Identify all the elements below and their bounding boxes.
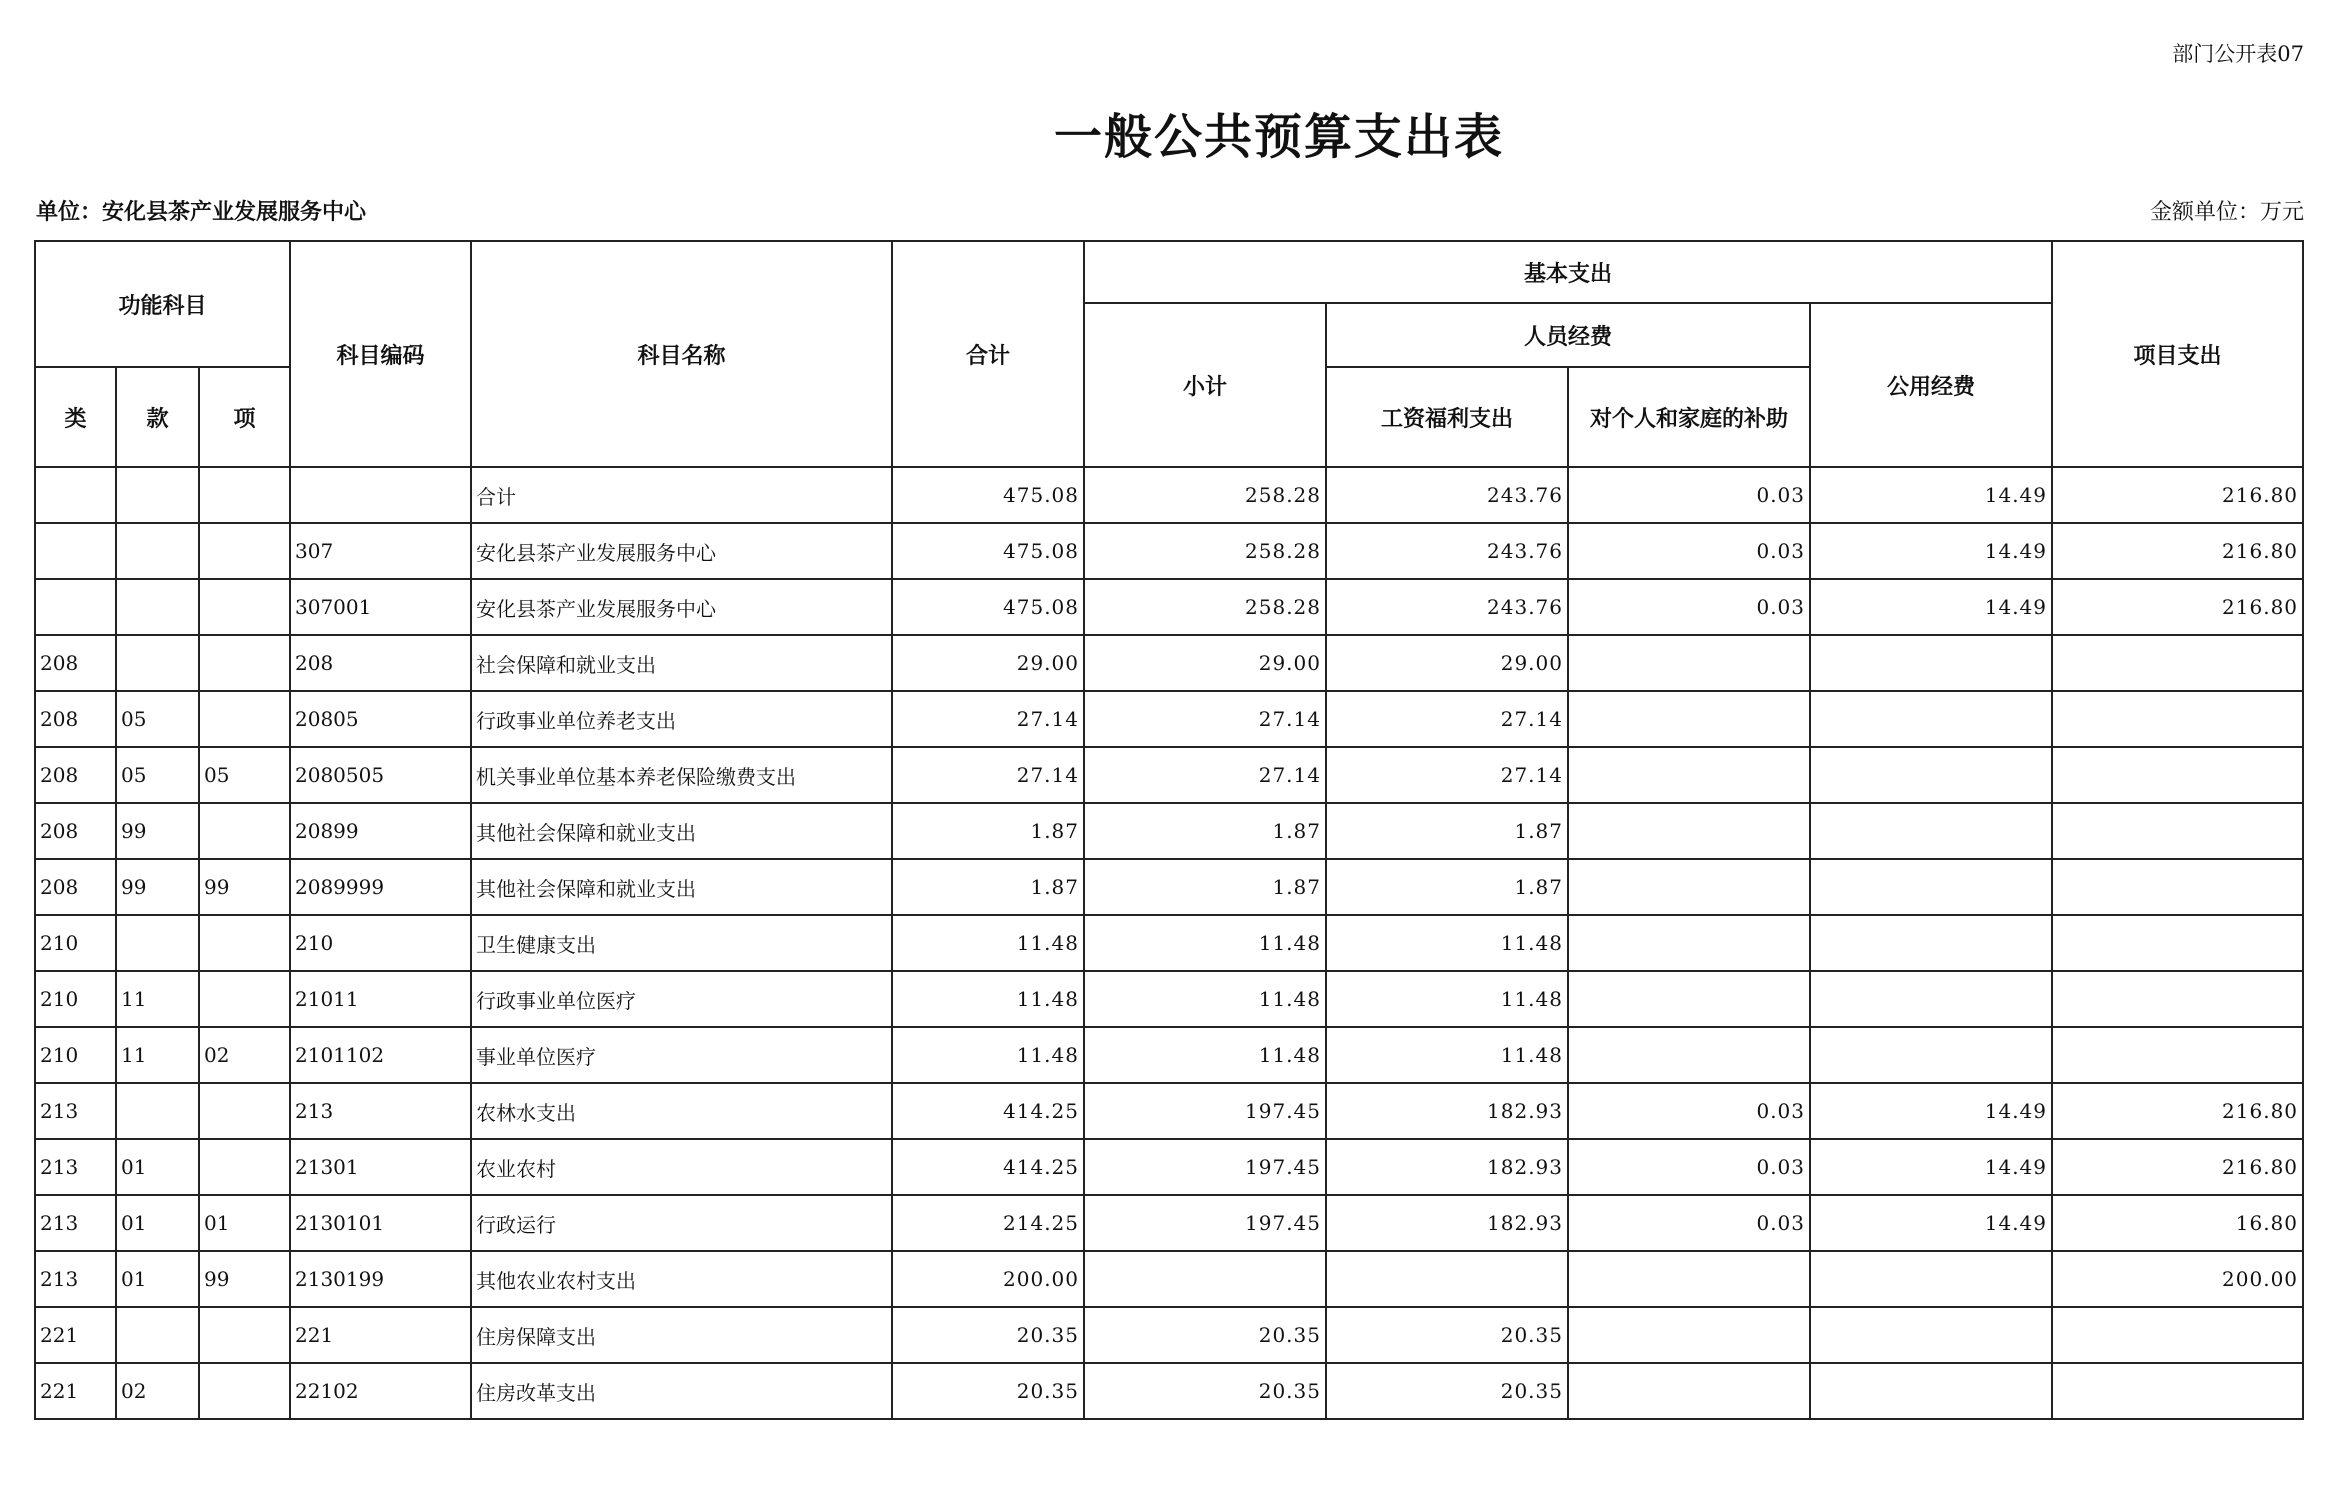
cell-kuan xyxy=(116,915,199,971)
cell-total: 414.25 xyxy=(892,1083,1084,1139)
cell-xiang: 05 xyxy=(199,747,290,803)
cell-wage: 243.76 xyxy=(1326,467,1568,523)
cell-code: 208 xyxy=(290,635,471,691)
cell-code: 213 xyxy=(290,1083,471,1139)
cell-subtotal xyxy=(1084,1251,1326,1307)
cell-public xyxy=(1810,1027,2052,1083)
cell-kuan xyxy=(116,523,199,579)
table-row xyxy=(35,1139,2303,1195)
currency-unit-label: 金额单位：万元 xyxy=(2149,200,2304,225)
table-header xyxy=(35,241,2303,467)
cell-code: 307 xyxy=(290,523,471,579)
cell-kuan: 01 xyxy=(116,1251,199,1307)
cell-lei: 210 xyxy=(35,971,116,1027)
cell-lei: 208 xyxy=(35,859,116,915)
cell-xiang xyxy=(199,1307,290,1363)
cell-name: 其他社会保障和就业支出 xyxy=(471,803,892,859)
cell-lei: 208 xyxy=(35,691,116,747)
cell-public: 14.49 xyxy=(1810,467,2052,523)
cell-project xyxy=(2052,915,2303,971)
cell-subsidy: 0.03 xyxy=(1568,579,1810,635)
cell-total: 214.25 xyxy=(892,1195,1084,1251)
cell-subsidy xyxy=(1568,691,1810,747)
cell-total: 475.08 xyxy=(892,579,1084,635)
cell-project xyxy=(2052,1307,2303,1363)
table-row xyxy=(35,1251,2303,1307)
cell-wage: 20.35 xyxy=(1326,1363,1568,1419)
table-row xyxy=(35,1027,2303,1083)
cell-code: 21011 xyxy=(290,971,471,1027)
cell-subtotal: 29.00 xyxy=(1084,635,1326,691)
cell-subsidy xyxy=(1568,915,1810,971)
cell-public xyxy=(1810,971,2052,1027)
cell-subsidy xyxy=(1568,859,1810,915)
cell-code: 22102 xyxy=(290,1363,471,1419)
cell-code: 21301 xyxy=(290,1139,471,1195)
cell-wage: 243.76 xyxy=(1326,579,1568,635)
cell-subsidy: 0.03 xyxy=(1568,467,1810,523)
cell-kuan: 05 xyxy=(116,691,199,747)
cell-subtotal: 11.48 xyxy=(1084,1027,1326,1083)
cell-xiang: 02 xyxy=(199,1027,290,1083)
table-row xyxy=(35,803,2303,859)
cell-name: 卫生健康支出 xyxy=(471,915,892,971)
cell-code: 2130199 xyxy=(290,1251,471,1307)
cell-xiang: 99 xyxy=(199,859,290,915)
header-basic: 基本支出 xyxy=(1084,241,2052,303)
cell-code: 20899 xyxy=(290,803,471,859)
header-name: 科目名称 xyxy=(471,241,892,467)
cell-public xyxy=(1810,915,2052,971)
cell-xiang xyxy=(199,635,290,691)
cell-code: 2101102 xyxy=(290,1027,471,1083)
cell-xiang xyxy=(199,691,290,747)
cell-public: 14.49 xyxy=(1810,1083,2052,1139)
cell-lei: 213 xyxy=(35,1083,116,1139)
table-row xyxy=(35,747,2303,803)
table-row xyxy=(35,579,2303,635)
cell-name: 行政事业单位医疗 xyxy=(471,971,892,1027)
table-row xyxy=(35,523,2303,579)
cell-kuan: 05 xyxy=(116,747,199,803)
cell-public xyxy=(1810,859,2052,915)
cell-project xyxy=(2052,691,2303,747)
cell-name: 农业农村 xyxy=(471,1139,892,1195)
cell-wage: 11.48 xyxy=(1326,971,1568,1027)
cell-subsidy xyxy=(1568,1363,1810,1419)
cell-total: 11.48 xyxy=(892,1027,1084,1083)
table-row xyxy=(35,971,2303,1027)
header-kuan: 款 xyxy=(116,367,199,467)
cell-project xyxy=(2052,859,2303,915)
table-row xyxy=(35,1363,2303,1419)
header-project: 项目支出 xyxy=(2052,241,2303,467)
cell-subsidy xyxy=(1568,803,1810,859)
cell-code: 2080505 xyxy=(290,747,471,803)
cell-subtotal: 11.48 xyxy=(1084,915,1326,971)
cell-project xyxy=(2052,1027,2303,1083)
cell-name: 事业单位医疗 xyxy=(471,1027,892,1083)
cell-code: 210 xyxy=(290,915,471,971)
cell-xiang xyxy=(199,971,290,1027)
cell-subsidy xyxy=(1568,971,1810,1027)
table-row xyxy=(35,467,2303,523)
cell-code: 307001 xyxy=(290,579,471,635)
cell-subsidy: 0.03 xyxy=(1568,1083,1810,1139)
header-code: 科目编码 xyxy=(290,241,471,467)
header-total: 合计 xyxy=(892,241,1084,467)
cell-kuan xyxy=(116,635,199,691)
cell-code: 2089999 xyxy=(290,859,471,915)
cell-code xyxy=(290,467,471,523)
cell-name: 安化县茶产业发展服务中心 xyxy=(471,523,892,579)
cell-wage: 1.87 xyxy=(1326,859,1568,915)
cell-kuan: 11 xyxy=(116,971,199,1027)
cell-xiang xyxy=(199,523,290,579)
header-subsidy: 对个人和家庭的补助 xyxy=(1568,367,1810,467)
cell-kuan: 01 xyxy=(116,1195,199,1251)
cell-total: 414.25 xyxy=(892,1139,1084,1195)
cell-project: 216.80 xyxy=(2052,1139,2303,1195)
budget-table xyxy=(34,240,2304,1420)
organization-label: 单位：安化县茶产业发展服务中心 xyxy=(36,199,367,225)
cell-project xyxy=(2052,803,2303,859)
cell-subsidy xyxy=(1568,747,1810,803)
header-xiang: 项 xyxy=(199,367,290,467)
cell-lei: 208 xyxy=(35,747,116,803)
cell-subsidy xyxy=(1568,1027,1810,1083)
table-number-label: 部门公开表07 xyxy=(2172,42,2304,66)
cell-kuan: 11 xyxy=(116,1027,199,1083)
cell-public xyxy=(1810,1251,2052,1307)
cell-project: 16.80 xyxy=(2052,1195,2303,1251)
cell-subsidy xyxy=(1568,635,1810,691)
cell-project: 216.80 xyxy=(2052,467,2303,523)
cell-xiang: 01 xyxy=(199,1195,290,1251)
cell-public: 14.49 xyxy=(1810,1195,2052,1251)
table-row xyxy=(35,635,2303,691)
table-row xyxy=(35,1307,2303,1363)
cell-subtotal: 258.28 xyxy=(1084,467,1326,523)
cell-total: 11.48 xyxy=(892,915,1084,971)
header-personnel: 人员经费 xyxy=(1326,303,1810,367)
cell-project xyxy=(2052,747,2303,803)
cell-project: 216.80 xyxy=(2052,579,2303,635)
cell-xiang xyxy=(199,1083,290,1139)
cell-subtotal: 11.48 xyxy=(1084,971,1326,1027)
cell-name: 社会保障和就业支出 xyxy=(471,635,892,691)
cell-kuan xyxy=(116,467,199,523)
cell-wage: 29.00 xyxy=(1326,635,1568,691)
cell-project xyxy=(2052,971,2303,1027)
cell-subtotal: 197.45 xyxy=(1084,1083,1326,1139)
cell-subsidy: 0.03 xyxy=(1568,1139,1810,1195)
table-row xyxy=(35,1083,2303,1139)
cell-name: 农林水支出 xyxy=(471,1083,892,1139)
header-public: 公用经费 xyxy=(1810,303,2052,467)
cell-total: 200.00 xyxy=(892,1251,1084,1307)
cell-lei: 213 xyxy=(35,1139,116,1195)
cell-name: 其他社会保障和就业支出 xyxy=(471,859,892,915)
cell-xiang xyxy=(199,579,290,635)
cell-lei: 213 xyxy=(35,1195,116,1251)
cell-code: 2130101 xyxy=(290,1195,471,1251)
cell-public: 14.49 xyxy=(1810,523,2052,579)
cell-total: 1.87 xyxy=(892,859,1084,915)
cell-total: 11.48 xyxy=(892,971,1084,1027)
cell-xiang xyxy=(199,1139,290,1195)
cell-kuan xyxy=(116,1307,199,1363)
cell-subtotal: 258.28 xyxy=(1084,523,1326,579)
cell-xiang xyxy=(199,1363,290,1419)
cell-name: 住房保障支出 xyxy=(471,1307,892,1363)
cell-lei: 213 xyxy=(35,1251,116,1307)
cell-xiang: 99 xyxy=(199,1251,290,1307)
cell-subsidy xyxy=(1568,1251,1810,1307)
cell-subtotal: 1.87 xyxy=(1084,859,1326,915)
cell-lei: 208 xyxy=(35,803,116,859)
cell-project: 200.00 xyxy=(2052,1251,2303,1307)
cell-name: 住房改革支出 xyxy=(471,1363,892,1419)
cell-total: 1.87 xyxy=(892,803,1084,859)
cell-lei: 208 xyxy=(35,635,116,691)
cell-total: 27.14 xyxy=(892,691,1084,747)
header-subtotal: 小计 xyxy=(1084,303,1326,467)
cell-subtotal: 197.45 xyxy=(1084,1195,1326,1251)
cell-project: 216.80 xyxy=(2052,523,2303,579)
cell-name: 其他农业农村支出 xyxy=(471,1251,892,1307)
header-wage: 工资福利支出 xyxy=(1326,367,1568,467)
table-body xyxy=(35,467,2303,1419)
cell-project: 216.80 xyxy=(2052,1083,2303,1139)
cell-subtotal: 20.35 xyxy=(1084,1307,1326,1363)
cell-public xyxy=(1810,747,2052,803)
cell-wage: 243.76 xyxy=(1326,523,1568,579)
cell-public: 14.49 xyxy=(1810,1139,2052,1195)
unit-line xyxy=(36,195,2304,226)
cell-wage: 20.35 xyxy=(1326,1307,1568,1363)
cell-total: 20.35 xyxy=(892,1363,1084,1419)
cell-kuan: 99 xyxy=(116,859,199,915)
cell-lei: 221 xyxy=(35,1307,116,1363)
cell-public xyxy=(1810,803,2052,859)
cell-wage: 1.87 xyxy=(1326,803,1568,859)
cell-subtotal: 1.87 xyxy=(1084,803,1326,859)
cell-project xyxy=(2052,1363,2303,1419)
cell-name: 机关事业单位基本养老保险缴费支出 xyxy=(471,747,892,803)
cell-lei: 210 xyxy=(35,1027,116,1083)
cell-wage: 27.14 xyxy=(1326,747,1568,803)
cell-wage: 182.93 xyxy=(1326,1139,1568,1195)
table-row xyxy=(35,915,2303,971)
cell-total: 20.35 xyxy=(892,1307,1084,1363)
cell-lei: 221 xyxy=(35,1363,116,1419)
cell-wage: 182.93 xyxy=(1326,1083,1568,1139)
cell-wage: 11.48 xyxy=(1326,915,1568,971)
cell-xiang xyxy=(199,915,290,971)
cell-code: 20805 xyxy=(290,691,471,747)
cell-kuan xyxy=(116,579,199,635)
cell-subsidy: 0.03 xyxy=(1568,523,1810,579)
cell-subtotal: 197.45 xyxy=(1084,1139,1326,1195)
cell-total: 29.00 xyxy=(892,635,1084,691)
cell-subtotal: 27.14 xyxy=(1084,747,1326,803)
cell-kuan: 02 xyxy=(116,1363,199,1419)
cell-public xyxy=(1810,1307,2052,1363)
cell-kuan: 99 xyxy=(116,803,199,859)
page-title: 一般公共预算支出表 xyxy=(1053,109,1504,165)
cell-public xyxy=(1810,691,2052,747)
cell-project xyxy=(2052,635,2303,691)
cell-lei xyxy=(35,467,116,523)
cell-subsidy: 0.03 xyxy=(1568,1195,1810,1251)
cell-wage: 182.93 xyxy=(1326,1195,1568,1251)
cell-public xyxy=(1810,1363,2052,1419)
table-row xyxy=(35,859,2303,915)
table-row xyxy=(35,691,2303,747)
cell-xiang xyxy=(199,467,290,523)
cell-name: 行政运行 xyxy=(471,1195,892,1251)
cell-lei xyxy=(35,523,116,579)
cell-public: 14.49 xyxy=(1810,579,2052,635)
cell-lei xyxy=(35,579,116,635)
cell-subsidy xyxy=(1568,1307,1810,1363)
cell-wage: 11.48 xyxy=(1326,1027,1568,1083)
cell-kuan: 01 xyxy=(116,1139,199,1195)
cell-name: 合计 xyxy=(471,467,892,523)
cell-xiang xyxy=(199,803,290,859)
header-lei: 类 xyxy=(35,367,116,467)
cell-name: 行政事业单位养老支出 xyxy=(471,691,892,747)
cell-code: 221 xyxy=(290,1307,471,1363)
cell-public xyxy=(1810,635,2052,691)
cell-total: 475.08 xyxy=(892,523,1084,579)
table-row xyxy=(35,1195,2303,1251)
cell-subtotal: 20.35 xyxy=(1084,1363,1326,1419)
cell-lei: 210 xyxy=(35,915,116,971)
cell-kuan xyxy=(116,1083,199,1139)
cell-wage: 27.14 xyxy=(1326,691,1568,747)
cell-subtotal: 27.14 xyxy=(1084,691,1326,747)
cell-subtotal: 258.28 xyxy=(1084,579,1326,635)
cell-name: 安化县茶产业发展服务中心 xyxy=(471,579,892,635)
cell-wage xyxy=(1326,1251,1568,1307)
header-func-subject: 功能科目 xyxy=(35,241,290,367)
cell-total: 475.08 xyxy=(892,467,1084,523)
cell-total: 27.14 xyxy=(892,747,1084,803)
